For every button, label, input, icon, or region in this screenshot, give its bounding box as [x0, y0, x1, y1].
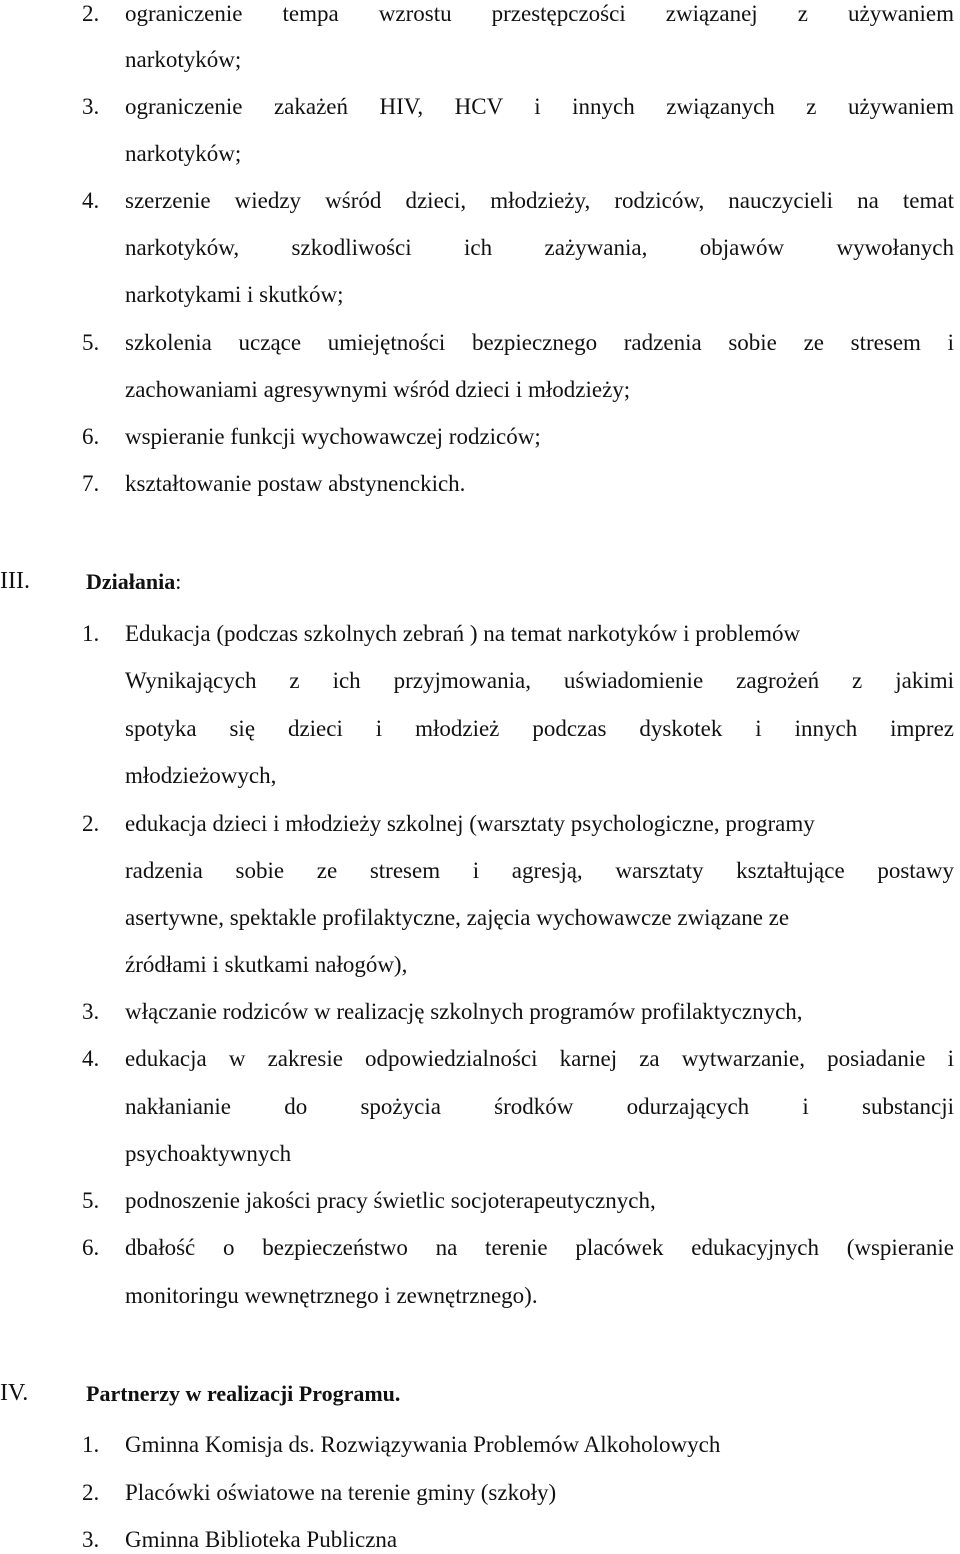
- list-item-number: 2.: [82, 1480, 100, 1505]
- list-item-text: zachowaniami agresywnymi wśród dzieci i młodzieży;: [125, 377, 631, 402]
- list-item-text: edukacja w zakresie odpowiedzialności karnej za wytwarzanie, posiadanie i: [125, 1046, 954, 1071]
- list-item-text: wspieranie funkcji wychowawczej rodziców;: [125, 424, 541, 449]
- list-item-number: 1.: [82, 621, 100, 646]
- section-title-colon: :: [175, 569, 182, 594]
- list-item-number: 1.: [82, 1432, 100, 1457]
- list-item-text: narkotykami i skutków;: [125, 282, 344, 307]
- list-item-text: psychoaktywnych: [125, 1141, 292, 1166]
- list-item-number: 6.: [82, 424, 100, 449]
- list-item-text: Edukacja (podczas szkolnych zebrań ) na temat narkotyków i problemów: [125, 621, 801, 646]
- list-item-number: 4.: [82, 1046, 100, 1071]
- list-item-number: 5.: [82, 330, 100, 355]
- list-item-number: 3.: [82, 94, 100, 119]
- list-item-number: 6.: [82, 1235, 100, 1260]
- list-item-text: monitoringu wewnętrznego i zewnętrznego).: [125, 1283, 538, 1308]
- list-item-text: kształtowanie postaw abstynenckich.: [125, 471, 466, 496]
- list-item-text: włączanie rodziców w realizację szkolnych programów profilaktycznych,: [125, 999, 803, 1024]
- list-item-text: szkolenia uczące umiejętności bezpiecznego radzenia sobie ze stresem i: [125, 330, 954, 355]
- section-title: Partnerzy w realizacji Programu.: [86, 1381, 401, 1406]
- list-item-text: Gminna Komisja ds. Rozwiązywania Problemów Alkoholowych: [125, 1432, 721, 1457]
- list-item-text: narkotyków;: [125, 47, 242, 72]
- list-item-number: 4.: [82, 188, 100, 213]
- list-item-text: podnoszenie jakości pracy świetlic socjoterapeutycznych,: [125, 1188, 656, 1213]
- section-title: [86, 568, 181, 596]
- list-item-text: nakłanianie do spożycia środków odurzających i substancji: [125, 1094, 954, 1119]
- section-number: IV.: [0, 1380, 29, 1406]
- list-item-text: Wynikających z ich przyjmowania, uświadomienie zagrożeń z jakimi: [125, 668, 954, 693]
- section-number: III.: [0, 568, 30, 594]
- list-item-text: spotyka się dzieci i młodzież podczas dyskotek i innych imprez: [125, 716, 954, 741]
- list-item-number: 5.: [82, 1188, 100, 1213]
- list-item-text: Placówki oświatowe na terenie gminy (szkoły): [125, 1480, 557, 1505]
- list-item-text: narkotyków;: [125, 141, 242, 166]
- list-item-text: szerzenie wiedzy wśród dzieci, młodzieży, rodziców, nauczycieli na temat: [125, 188, 954, 213]
- list-item-text: edukacja dzieci i młodzieży szkolnej (warsztaty psychologiczne, programy: [125, 811, 815, 836]
- list-item-text: ograniczenie zakażeń HIV, HCV i innych związanych z używaniem: [125, 94, 954, 119]
- list-item-number: 3.: [82, 999, 100, 1024]
- list-item-text: źródłami i skutkami nałogów),: [125, 952, 408, 977]
- section-title-text: Działania: [86, 569, 176, 594]
- list-item-text: Gminna Biblioteka Publiczna: [125, 1527, 398, 1552]
- list-item-number: 2.: [82, 811, 100, 836]
- list-item-number: 3.: [82, 1527, 100, 1552]
- list-item-number: 7.: [82, 471, 100, 496]
- list-item-text: narkotyków, szkodliwości ich zażywania, objawów wywołanych: [125, 235, 954, 260]
- list-item-number: 2.: [82, 1, 100, 26]
- list-item-text: radzenia sobie ze stresem i agresją, warsztaty kształtujące postawy: [125, 858, 954, 883]
- list-item-text: dbałość o bezpieczeństwo na terenie placówek edukacyjnych (wspieranie: [125, 1235, 954, 1260]
- list-item-text: asertywne, spektakle profilaktyczne, zajęcia wychowawcze związane ze: [125, 905, 790, 930]
- list-item-text: młodzieżowych,: [125, 763, 277, 788]
- list-item-text: ograniczenie tempa wzrostu przestępczości związanej z używaniem: [125, 1, 954, 26]
